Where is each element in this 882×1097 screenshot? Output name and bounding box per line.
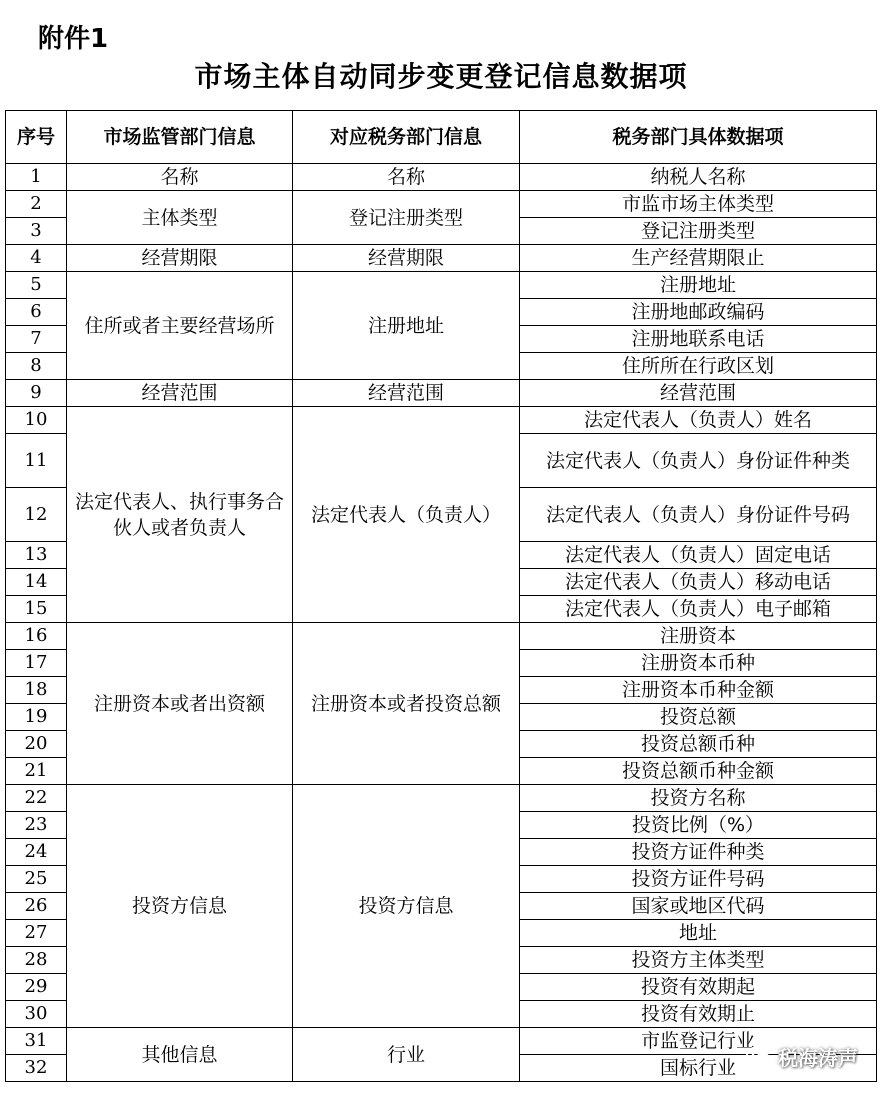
row-seq: 1 [6, 164, 67, 191]
row-seq: 22 [6, 785, 67, 812]
item-cell: 投资方名称 [520, 785, 877, 812]
row-seq: 8 [6, 353, 67, 380]
item-cell: 投资总额 [520, 704, 877, 731]
document-title: 市场主体自动同步变更登记信息数据项 [194, 60, 688, 93]
tax-group: 注册资本或者投资总额 [293, 623, 520, 785]
row-seq: 12 [6, 488, 67, 542]
market-group: 法定代表人、执行事务合伙人或者负责人 [67, 407, 293, 623]
item-cell: 投资方主体类型 [520, 947, 877, 974]
market-group: 经营范围 [67, 380, 293, 407]
item-cell: 法定代表人（负责人）身份证件号码 [520, 488, 877, 542]
item-cell: 市监登记行业 [520, 1028, 877, 1055]
item-cell: 注册资本币种金额 [520, 677, 877, 704]
item-cell: 投资总额币种金额 [520, 758, 877, 785]
market-group: 名称 [67, 164, 293, 191]
item-cell: 地址 [520, 920, 877, 947]
header-tax: 对应税务部门信息 [293, 111, 520, 164]
row-seq: 17 [6, 650, 67, 677]
row-seq: 5 [6, 272, 67, 299]
row-seq: 24 [6, 839, 67, 866]
item-cell: 国家或地区代码 [520, 893, 877, 920]
watermark-text: 税海涛声 [778, 1046, 858, 1070]
tax-group: 经营范围 [293, 380, 520, 407]
tax-group: 登记注册类型 [293, 191, 520, 245]
item-cell: 纳税人名称 [520, 164, 877, 191]
row-seq: 13 [6, 542, 67, 569]
table-row [6, 272, 877, 299]
tax-group: 注册地址 [293, 272, 520, 380]
row-seq: 21 [6, 758, 67, 785]
data-items-table [5, 110, 877, 1082]
tax-group: 投资方信息 [293, 785, 520, 1028]
attachment-label: 附件1 [38, 24, 109, 54]
market-group: 经营期限 [67, 245, 293, 272]
item-cell: 住所所在行政区划 [520, 353, 877, 380]
tax-group: 经营期限 [293, 245, 520, 272]
item-cell: 投资方证件号码 [520, 866, 877, 893]
tax-group: 法定代表人（负责人） [293, 407, 520, 623]
row-seq: 25 [6, 866, 67, 893]
table-header-row [6, 111, 877, 164]
row-seq: 31 [6, 1028, 67, 1055]
table-row [6, 191, 877, 218]
item-cell: 投资总额币种 [520, 731, 877, 758]
market-group: 投资方信息 [67, 785, 293, 1028]
item-cell: 注册资本币种 [520, 650, 877, 677]
item-cell: 法定代表人（负责人）姓名 [520, 407, 877, 434]
row-seq: 18 [6, 677, 67, 704]
row-seq: 23 [6, 812, 67, 839]
row-seq: 9 [6, 380, 67, 407]
row-seq: 19 [6, 704, 67, 731]
row-seq: 14 [6, 569, 67, 596]
item-cell: 投资有效期起 [520, 974, 877, 1001]
table-row [6, 785, 877, 812]
table-row [6, 245, 877, 272]
header-market: 市场监管部门信息 [67, 111, 293, 164]
row-seq: 2 [6, 191, 67, 218]
market-group: 注册资本或者出资额 [67, 623, 293, 785]
item-cell: 登记注册类型 [520, 218, 877, 245]
row-seq: 15 [6, 596, 67, 623]
item-cell: 经营范围 [520, 380, 877, 407]
item-cell: 法定代表人（负责人）移动电话 [520, 569, 877, 596]
header-item: 税务部门具体数据项 [520, 111, 877, 164]
item-cell: 法定代表人（负责人）电子邮箱 [520, 596, 877, 623]
row-seq: 30 [6, 1001, 67, 1028]
item-cell: 市监市场主体类型 [520, 191, 877, 218]
header-seq: 序号 [6, 111, 67, 164]
table-row [6, 164, 877, 191]
item-cell: 投资有效期止 [520, 1001, 877, 1028]
table-row [6, 407, 877, 434]
tax-group: 名称 [293, 164, 520, 191]
tax-group: 行业 [293, 1028, 520, 1082]
market-group: 主体类型 [67, 191, 293, 245]
row-seq: 3 [6, 218, 67, 245]
row-seq: 11 [6, 434, 67, 488]
row-seq: 26 [6, 893, 67, 920]
wechat-icon [746, 1046, 772, 1068]
row-seq: 10 [6, 407, 67, 434]
item-cell: 注册地址 [520, 272, 877, 299]
item-cell: 法定代表人（负责人）身份证件种类 [520, 434, 877, 488]
market-group: 其他信息 [67, 1028, 293, 1082]
item-cell: 生产经营期限止 [520, 245, 877, 272]
row-seq: 32 [6, 1055, 67, 1082]
row-seq: 6 [6, 299, 67, 326]
item-cell: 国标行业 [520, 1055, 877, 1082]
row-seq: 27 [6, 920, 67, 947]
item-cell: 注册地联系电话 [520, 326, 877, 353]
item-cell: 注册地邮政编码 [520, 299, 877, 326]
watermark [746, 1042, 858, 1071]
market-group: 住所或者主要经营场所 [67, 272, 293, 380]
row-seq: 16 [6, 623, 67, 650]
item-cell: 法定代表人（负责人）固定电话 [520, 542, 877, 569]
item-cell: 投资方证件种类 [520, 839, 877, 866]
row-seq: 4 [6, 245, 67, 272]
table-row [6, 623, 877, 650]
item-cell: 投资比例（%） [520, 812, 877, 839]
row-seq: 28 [6, 947, 67, 974]
row-seq: 7 [6, 326, 67, 353]
item-cell: 注册资本 [520, 623, 877, 650]
row-seq: 29 [6, 974, 67, 1001]
table-row [6, 380, 877, 407]
row-seq: 20 [6, 731, 67, 758]
